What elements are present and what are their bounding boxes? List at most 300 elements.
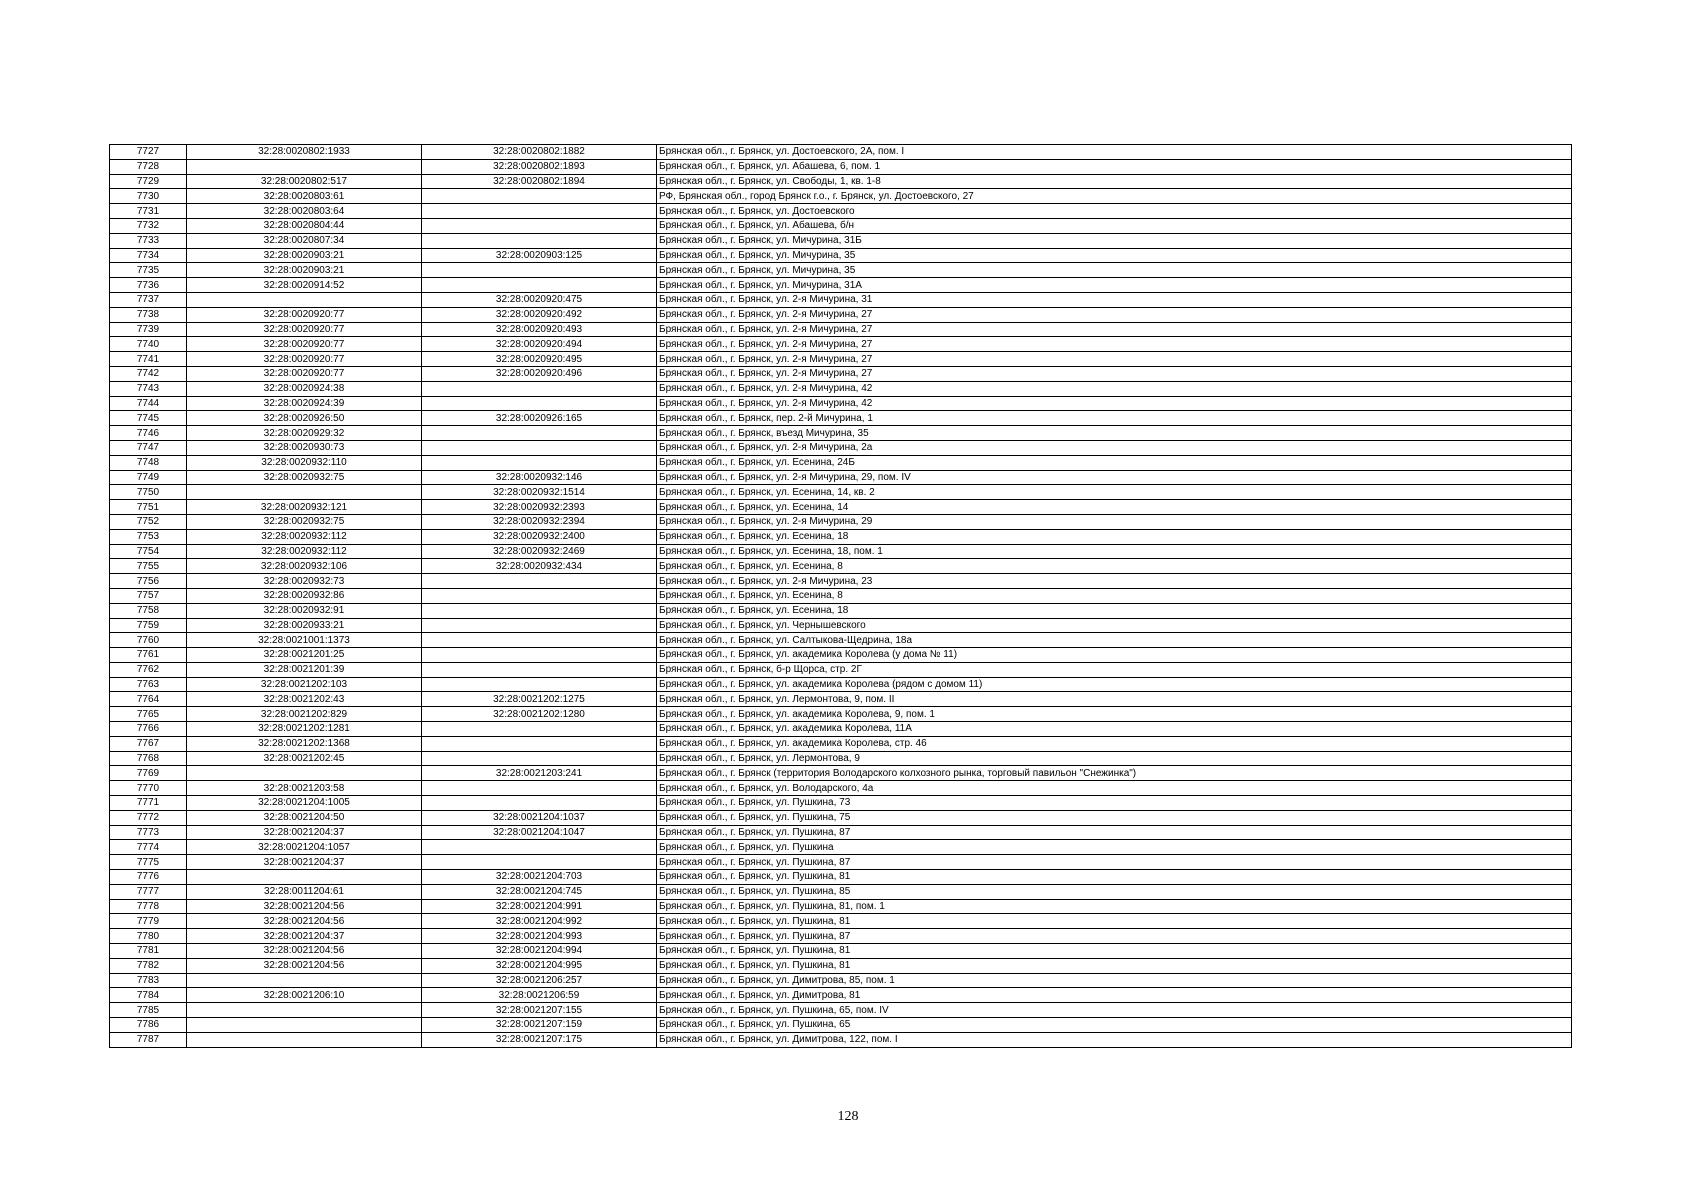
land-cadastral-number-cell: 32:28:0020932:73 [187,574,422,589]
address-cell: Брянская обл., г. Брянск, ул. Абашева, 6, пом. 1 [657,159,1572,174]
row-number-cell: 7780 [110,929,187,944]
building-cadastral-number-cell: 32:28:0020920:495 [422,352,657,367]
table-row [110,899,1572,914]
address-cell: Брянская обл., г. Брянск, ул. Есенина, 24Б [657,455,1572,470]
address-cell: Брянская обл., г. Брянск, ул. Абашева, б/н [657,218,1572,233]
building-cadastral-number-cell [422,440,657,455]
row-number-cell: 7754 [110,544,187,559]
row-number-cell: 7763 [110,677,187,692]
land-cadastral-number-cell: 32:28:0020932:86 [187,588,422,603]
building-cadastral-number-cell [422,722,657,737]
building-cadastral-number-cell: 32:28:0021206:59 [422,988,657,1003]
table-row [110,736,1572,751]
table-row [110,470,1572,485]
row-number-cell: 7774 [110,840,187,855]
land-cadastral-number-cell: 32:28:0020803:61 [187,189,422,204]
building-cadastral-number-cell: 32:28:0020932:1514 [422,485,657,500]
address-cell: Брянская обл., г. Брянск, ул. Пушкина, 87 [657,929,1572,944]
land-cadastral-number-cell: 32:28:0020914:52 [187,278,422,293]
table-row [110,766,1572,781]
row-number-cell: 7771 [110,796,187,811]
row-number-cell: 7769 [110,766,187,781]
building-cadastral-number-cell: 32:28:0021204:995 [422,958,657,973]
table-row [110,381,1572,396]
row-number-cell: 7732 [110,218,187,233]
address-cell: Брянская обл., г. Брянск, ул. Мичурина, 31Б [657,233,1572,248]
land-cadastral-number-cell: 32:28:0020932:75 [187,514,422,529]
land-cadastral-number-cell [187,766,422,781]
building-cadastral-number-cell: 32:28:0021204:994 [422,944,657,959]
land-cadastral-number-cell [187,1003,422,1018]
land-cadastral-number-cell: 32:28:0021204:50 [187,810,422,825]
row-number-cell: 7776 [110,870,187,885]
land-cadastral-number-cell: 32:28:0020903:21 [187,263,422,278]
table-row [110,855,1572,870]
table-row [110,529,1572,544]
land-cadastral-number-cell: 32:28:0021204:1057 [187,840,422,855]
land-cadastral-number-cell: 32:28:0021204:56 [187,944,422,959]
table-row [110,588,1572,603]
table-row [110,1018,1572,1033]
table-row [110,426,1572,441]
row-number-cell: 7772 [110,810,187,825]
table-row [110,559,1572,574]
building-cadastral-number-cell: 32:28:0021204:745 [422,884,657,899]
address-cell: Брянская обл., г. Брянск, ул. Мичурина, 35 [657,263,1572,278]
land-cadastral-number-cell: 32:28:0021204:1005 [187,796,422,811]
building-cadastral-number-cell: 32:28:0020920:493 [422,322,657,337]
address-cell: Брянская обл., г. Брянск, ул. академика Королева, 11А [657,722,1572,737]
building-cadastral-number-cell [422,736,657,751]
table-row [110,973,1572,988]
row-number-cell: 7781 [110,944,187,959]
row-number-cell: 7784 [110,988,187,1003]
address-cell: Брянская обл., г. Брянск, ул. Есенина, 8 [657,559,1572,574]
row-number-cell: 7775 [110,855,187,870]
land-cadastral-number-cell: 32:28:0021001:1373 [187,633,422,648]
building-cadastral-number-cell [422,278,657,293]
address-cell: Брянская обл., г. Брянск, ул. Пушкина, 81 [657,914,1572,929]
table-row [110,396,1572,411]
building-cadastral-number-cell: 32:28:0020802:1893 [422,159,657,174]
address-cell: Брянская обл., г. Брянск, ул. Салтыкова-Щедрина, 18а [657,633,1572,648]
building-cadastral-number-cell [422,396,657,411]
address-cell: Брянская обл., г. Брянск, ул. Достоевского [657,204,1572,219]
table-row [110,189,1572,204]
table-row [110,514,1572,529]
building-cadastral-number-cell: 32:28:0021207:175 [422,1032,657,1047]
table-row [110,707,1572,722]
row-number-cell: 7759 [110,618,187,633]
building-cadastral-number-cell: 32:28:0021204:1037 [422,810,657,825]
table-row [110,337,1572,352]
land-cadastral-number-cell: 32:28:0021201:25 [187,648,422,663]
row-number-cell: 7729 [110,174,187,189]
table-row [110,1003,1572,1018]
row-number-cell: 7739 [110,322,187,337]
address-cell: Брянская обл., г. Брянск, ул. Есенина, 18, пом. 1 [657,544,1572,559]
land-cadastral-number-cell: 32:28:0020926:50 [187,411,422,426]
row-number-cell: 7773 [110,825,187,840]
row-number-cell: 7728 [110,159,187,174]
row-number-cell: 7783 [110,973,187,988]
table-row [110,500,1572,515]
address-cell: Брянская обл., г. Брянск, ул. Димитрова, 122, пом. I [657,1032,1572,1047]
building-cadastral-number-cell: 32:28:0020932:2394 [422,514,657,529]
land-cadastral-number-cell [187,292,422,307]
table-row [110,722,1572,737]
land-cadastral-number-cell: 32:28:0020932:112 [187,544,422,559]
address-cell: Брянская обл., г. Брянск, ул. Лермонтова, 9 [657,751,1572,766]
land-cadastral-number-cell [187,159,422,174]
row-number-cell: 7737 [110,292,187,307]
table-row [110,159,1572,174]
row-number-cell: 7731 [110,204,187,219]
table-row [110,603,1572,618]
building-cadastral-number-cell [422,781,657,796]
building-cadastral-number-cell: 32:28:0021202:1275 [422,692,657,707]
address-cell: Брянская обл., г. Брянск, ул. Есенина, 14, кв. 2 [657,485,1572,500]
row-number-cell: 7761 [110,648,187,663]
row-number-cell: 7741 [110,352,187,367]
land-cadastral-number-cell: 32:28:0020802:1933 [187,145,422,160]
building-cadastral-number-cell: 32:28:0021206:257 [422,973,657,988]
building-cadastral-number-cell: 32:28:0020920:492 [422,307,657,322]
row-number-cell: 7746 [110,426,187,441]
land-cadastral-number-cell: 32:28:0021206:10 [187,988,422,1003]
table-row [110,751,1572,766]
row-number-cell: 7782 [110,958,187,973]
address-cell: Брянская обл., г. Брянск, ул. 2-я Мичурина, 27 [657,337,1572,352]
land-cadastral-number-cell: 32:28:0021202:43 [187,692,422,707]
building-cadastral-number-cell [422,855,657,870]
building-cadastral-number-cell: 32:28:0020903:125 [422,248,657,263]
address-cell: Брянская обл., г. Брянск, ул. 2-я Мичурина, 27 [657,352,1572,367]
building-cadastral-number-cell [422,455,657,470]
table-row [110,944,1572,959]
building-cadastral-number-cell [422,189,657,204]
page-number: 128 [837,1109,859,1124]
address-cell: Брянская обл., г. Брянск, ул. Пушкина, 73 [657,796,1572,811]
row-number-cell: 7760 [110,633,187,648]
row-number-cell: 7787 [110,1032,187,1047]
land-cadastral-number-cell [187,1032,422,1047]
table-row [110,677,1572,692]
table-row [110,574,1572,589]
address-cell: Брянская обл., г. Брянск, ул. Мичурина, 35 [657,248,1572,263]
address-cell: Брянская обл., г. Брянск (территория Володарского колхозного рынка, торговый павильон "Снежинка") [657,766,1572,781]
building-cadastral-number-cell: 32:28:0021204:703 [422,870,657,885]
row-number-cell: 7785 [110,1003,187,1018]
address-cell: Брянская обл., г. Брянск, ул. Димитрова, 85, пом. 1 [657,973,1572,988]
address-cell: Брянская обл., г. Брянск, ул. Свободы, 1, кв. 1-8 [657,174,1572,189]
row-number-cell: 7758 [110,603,187,618]
building-cadastral-number-cell: 32:28:0020920:475 [422,292,657,307]
address-cell: Брянская обл., г. Брянск, б-р Щорса, стр. 2Г [657,662,1572,677]
row-number-cell: 7767 [110,736,187,751]
address-cell: Брянская обл., г. Брянск, ул. Есенина, 14 [657,500,1572,515]
building-cadastral-number-cell [422,588,657,603]
building-cadastral-number-cell [422,574,657,589]
table-row [110,1032,1572,1047]
table-row [110,366,1572,381]
address-cell: Брянская обл., г. Брянск, ул. Димитрова, 81 [657,988,1572,1003]
land-cadastral-number-cell [187,973,422,988]
row-number-cell: 7765 [110,707,187,722]
land-cadastral-number-cell: 32:28:0020807:34 [187,233,422,248]
table-row [110,440,1572,455]
address-cell: Брянская обл., г. Брянск, ул. академика Королева (у дома № 11) [657,648,1572,663]
land-cadastral-number-cell: 32:28:0021204:56 [187,958,422,973]
table-row [110,455,1572,470]
address-cell: Брянская обл., г. Брянск, ул. 2-я Мичурина, 27 [657,307,1572,322]
building-cadastral-number-cell: 32:28:0021207:159 [422,1018,657,1033]
row-number-cell: 7770 [110,781,187,796]
row-number-cell: 7745 [110,411,187,426]
building-cadastral-number-cell [422,633,657,648]
building-cadastral-number-cell [422,840,657,855]
table-row [110,884,1572,899]
row-number-cell: 7733 [110,233,187,248]
address-cell: Брянская обл., г. Брянск, ул. Есенина, 18 [657,603,1572,618]
building-cadastral-number-cell [422,263,657,278]
table-row [110,840,1572,855]
building-cadastral-number-cell: 32:28:0021204:1047 [422,825,657,840]
table-row [110,662,1572,677]
address-cell: Брянская обл., г. Брянск, ул. Пушкина, 81 [657,870,1572,885]
row-number-cell: 7778 [110,899,187,914]
row-number-cell: 7735 [110,263,187,278]
building-cadastral-number-cell [422,662,657,677]
building-cadastral-number-cell: 32:28:0020932:2393 [422,500,657,515]
table-row [110,263,1572,278]
address-cell: Брянская обл., г. Брянск, ул. 2-я Мичурина, 29 [657,514,1572,529]
table-row [110,988,1572,1003]
land-cadastral-number-cell: 32:28:0020929:32 [187,426,422,441]
land-cadastral-number-cell: 32:28:0020924:39 [187,396,422,411]
table-row [110,485,1572,500]
row-number-cell: 7777 [110,884,187,899]
land-cadastral-number-cell: 32:28:0021203:58 [187,781,422,796]
row-number-cell: 7753 [110,529,187,544]
land-cadastral-number-cell: 32:28:0020924:38 [187,381,422,396]
table-row [110,958,1572,973]
address-cell: Брянская обл., г. Брянск, ул. академика Королева, 9, пом. 1 [657,707,1572,722]
address-cell: Брянская обл., г. Брянск, ул. академика Королева (рядом с домом 11) [657,677,1572,692]
table-row [110,204,1572,219]
building-cadastral-number-cell [422,751,657,766]
row-number-cell: 7750 [110,485,187,500]
building-cadastral-number-cell: 32:28:0021207:155 [422,1003,657,1018]
building-cadastral-number-cell: 32:28:0020932:2469 [422,544,657,559]
row-number-cell: 7751 [110,500,187,515]
building-cadastral-number-cell: 32:28:0021204:993 [422,929,657,944]
table-row [110,692,1572,707]
address-cell: РФ, Брянская обл., город Брянск г.о., г. Брянск, ул. Достоевского, 27 [657,189,1572,204]
row-number-cell: 7756 [110,574,187,589]
row-number-cell: 7752 [110,514,187,529]
row-number-cell: 7762 [110,662,187,677]
land-cadastral-number-cell: 32:28:0020930:73 [187,440,422,455]
row-number-cell: 7779 [110,914,187,929]
building-cadastral-number-cell: 32:28:0020802:1882 [422,145,657,160]
address-cell: Брянская обл., г. Брянск, ул. 2-я Мичурина, 31 [657,292,1572,307]
address-cell: Брянская обл., г. Брянск, ул. 2-я Мичурина, 27 [657,322,1572,337]
building-cadastral-number-cell [422,426,657,441]
address-cell: Брянская обл., г. Брянск, ул. Пушкина, 65, пом. IV [657,1003,1572,1018]
registry-table [109,144,1572,1048]
building-cadastral-number-cell [422,648,657,663]
table-row [110,292,1572,307]
building-cadastral-number-cell [422,381,657,396]
table-row [110,929,1572,944]
land-cadastral-number-cell: 32:28:0020920:77 [187,352,422,367]
table-row [110,544,1572,559]
building-cadastral-number-cell: 32:28:0020932:2400 [422,529,657,544]
address-cell: Брянская обл., г. Брянск, ул. Есенина, 18 [657,529,1572,544]
table-row [110,218,1572,233]
address-cell: Брянская обл., г. Брянск, ул. 2-я Мичурина, 23 [657,574,1572,589]
land-cadastral-number-cell: 32:28:0020932:91 [187,603,422,618]
row-number-cell: 7766 [110,722,187,737]
building-cadastral-number-cell [422,204,657,219]
building-cadastral-number-cell: 32:28:0021202:1280 [422,707,657,722]
land-cadastral-number-cell: 32:28:0020932:110 [187,455,422,470]
land-cadastral-number-cell: 32:28:0021201:39 [187,662,422,677]
row-number-cell: 7748 [110,455,187,470]
land-cadastral-number-cell: 32:28:0020932:112 [187,529,422,544]
land-cadastral-number-cell: 32:28:0020802:517 [187,174,422,189]
table-row [110,781,1572,796]
land-cadastral-number-cell: 32:28:0020803:64 [187,204,422,219]
building-cadastral-number-cell [422,603,657,618]
land-cadastral-number-cell: 32:28:0020933:21 [187,618,422,633]
row-number-cell: 7730 [110,189,187,204]
building-cadastral-number-cell: 32:28:0020920:494 [422,337,657,352]
address-cell: Брянская обл., г. Брянск, ул. Лермонтова, 9, пом. II [657,692,1572,707]
land-cadastral-number-cell [187,870,422,885]
building-cadastral-number-cell [422,618,657,633]
building-cadastral-number-cell [422,677,657,692]
address-cell: Брянская обл., г. Брянск, ул. Мичурина, 31А [657,278,1572,293]
row-number-cell: 7740 [110,337,187,352]
table-row [110,248,1572,263]
table-row [110,796,1572,811]
land-cadastral-number-cell: 32:28:0021204:37 [187,855,422,870]
table-row [110,810,1572,825]
row-number-cell: 7742 [110,366,187,381]
table-row [110,352,1572,367]
land-cadastral-number-cell: 32:28:0021202:829 [187,707,422,722]
address-cell: Брянская обл., г. Брянск, ул. Пушкина, 87 [657,855,1572,870]
row-number-cell: 7757 [110,588,187,603]
land-cadastral-number-cell: 32:28:0021204:56 [187,914,422,929]
building-cadastral-number-cell: 32:28:0021204:991 [422,899,657,914]
table-row [110,322,1572,337]
land-cadastral-number-cell [187,485,422,500]
land-cadastral-number-cell [187,1018,422,1033]
row-number-cell: 7727 [110,145,187,160]
land-cadastral-number-cell: 32:28:0020920:77 [187,337,422,352]
row-number-cell: 7768 [110,751,187,766]
address-cell: Брянская обл., г. Брянск, ул. Достоевского, 2А, пом. I [657,145,1572,160]
address-cell: Брянская обл., г. Брянск, ул. Пушкина, 81, пом. 1 [657,899,1572,914]
address-cell: Брянская обл., г. Брянск, ул. 2-я Мичурина, 42 [657,381,1572,396]
land-cadastral-number-cell: 32:28:0020804:44 [187,218,422,233]
row-number-cell: 7749 [110,470,187,485]
row-number-cell: 7738 [110,307,187,322]
registry-table-body [110,145,1572,1048]
address-cell: Брянская обл., г. Брянск, ул. академика Королева, стр. 46 [657,736,1572,751]
table-row [110,233,1572,248]
address-cell: Брянская обл., г. Брянск, ул. Пушкина, 81 [657,958,1572,973]
building-cadastral-number-cell: 32:28:0021204:992 [422,914,657,929]
table-row [110,914,1572,929]
land-cadastral-number-cell: 32:28:0020920:77 [187,307,422,322]
table-row [110,870,1572,885]
row-number-cell: 7744 [110,396,187,411]
building-cadastral-number-cell: 32:28:0020932:146 [422,470,657,485]
address-cell: Брянская обл., г. Брянск, ул. 2-я Мичурина, 29, пом. IV [657,470,1572,485]
land-cadastral-number-cell: 32:28:0020932:75 [187,470,422,485]
table-row [110,648,1572,663]
address-cell: Брянская обл., г. Брянск, ул. 2-я Мичурина, 2а [657,440,1572,455]
row-number-cell: 7755 [110,559,187,574]
table-row [110,307,1572,322]
table-row [110,633,1572,648]
address-cell: Брянская обл., г. Брянск, ул. 2-я Мичурина, 42 [657,396,1572,411]
table-row [110,825,1572,840]
table-row [110,618,1572,633]
land-cadastral-number-cell: 32:28:0021202:1281 [187,722,422,737]
land-cadastral-number-cell: 32:28:0020903:21 [187,248,422,263]
row-number-cell: 7764 [110,692,187,707]
land-cadastral-number-cell: 32:28:0020920:77 [187,366,422,381]
building-cadastral-number-cell: 32:28:0020932:434 [422,559,657,574]
address-cell: Брянская обл., г. Брянск, ул. Чернышевского [657,618,1572,633]
address-cell: Брянская обл., г. Брянск, ул. Есенина, 8 [657,588,1572,603]
land-cadastral-number-cell: 32:28:0011204:61 [187,884,422,899]
table-row [110,145,1572,160]
address-cell: Брянская обл., г. Брянск, ул. 2-я Мичурина, 27 [657,366,1572,381]
address-cell: Брянская обл., г. Брянск, ул. Пушкина, 81 [657,944,1572,959]
address-cell: Брянская обл., г. Брянск, ул. Пушкина, 65 [657,1018,1572,1033]
address-cell: Брянская обл., г. Брянск, ул. Пушкина, 75 [657,810,1572,825]
building-cadastral-number-cell [422,218,657,233]
table-row [110,174,1572,189]
table-row [110,278,1572,293]
row-number-cell: 7743 [110,381,187,396]
building-cadastral-number-cell [422,796,657,811]
row-number-cell: 7747 [110,440,187,455]
address-cell: Брянская обл., г. Брянск, ул. Володарского, 4а [657,781,1572,796]
land-cadastral-number-cell: 32:28:0021202:45 [187,751,422,766]
building-cadastral-number-cell [422,233,657,248]
land-cadastral-number-cell: 32:28:0020920:77 [187,322,422,337]
land-cadastral-number-cell: 32:28:0021204:37 [187,825,422,840]
land-cadastral-number-cell: 32:28:0020932:106 [187,559,422,574]
building-cadastral-number-cell: 32:28:0020920:496 [422,366,657,381]
address-cell: Брянская обл., г. Брянск, ул. Пушкина, 87 [657,825,1572,840]
address-cell: Брянская обл., г. Брянск, пер. 2-й Мичурина, 1 [657,411,1572,426]
building-cadastral-number-cell: 32:28:0020802:1894 [422,174,657,189]
address-cell: Брянская обл., г. Брянск, въезд Мичурина, 35 [657,426,1572,441]
building-cadastral-number-cell: 32:28:0020926:165 [422,411,657,426]
land-cadastral-number-cell: 32:28:0020932:121 [187,500,422,515]
building-cadastral-number-cell: 32:28:0021203:241 [422,766,657,781]
table-row [110,411,1572,426]
row-number-cell: 7786 [110,1018,187,1033]
